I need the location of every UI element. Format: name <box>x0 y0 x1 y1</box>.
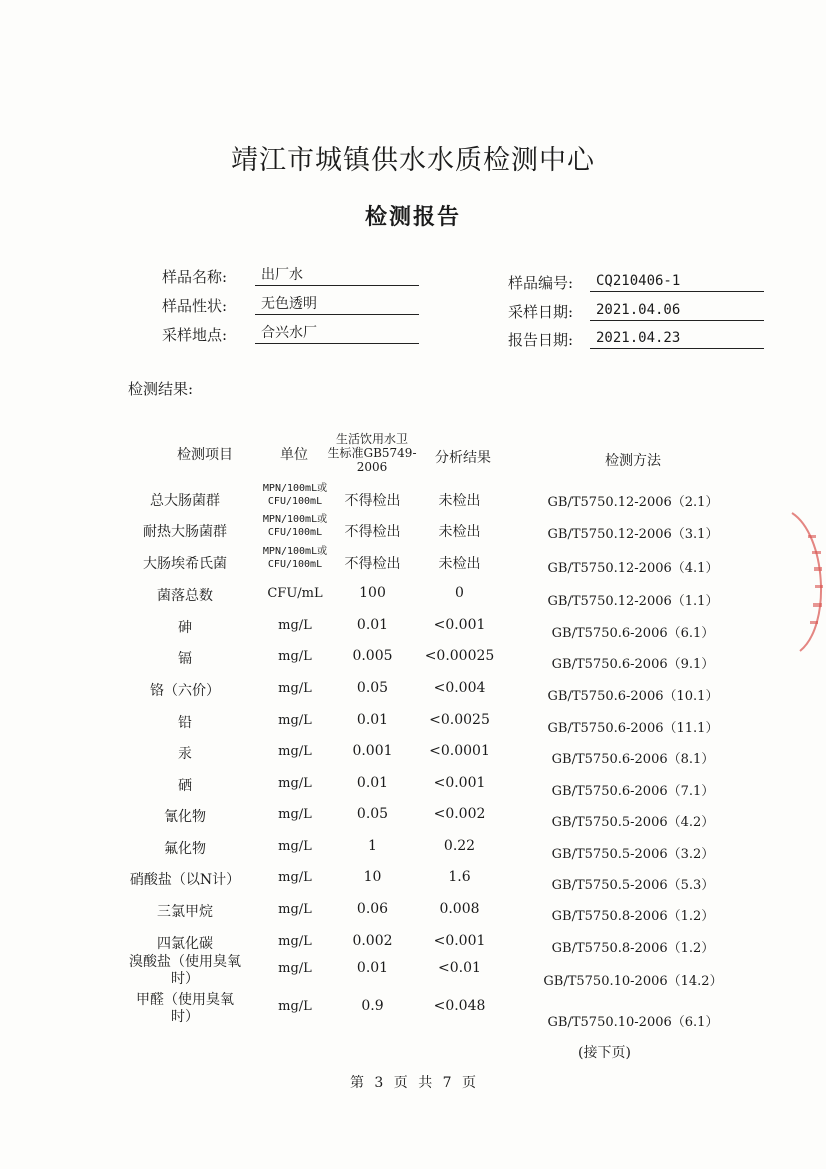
test-method: GB/T5750.5-2006（3.2） <box>551 847 715 862</box>
standard-limit: 0.01 <box>356 775 389 791</box>
sample-no-value: CQ210406-1 <box>590 271 764 292</box>
unit-line2: CFU/100mL <box>267 496 323 507</box>
item-name: 铬（六价） <box>150 683 220 699</box>
item-name: 氰化物 <box>164 809 206 825</box>
standard-limit: 0.001 <box>352 743 393 759</box>
header-result: 分析结果 <box>435 450 491 466</box>
sampling-date-value: 2021.04.06 <box>590 300 764 321</box>
test-method: GB/T5750.6-2006（10.1） <box>547 689 719 704</box>
standard-limit: 不得检出 <box>344 524 401 540</box>
analysis-result: <0.048 <box>433 998 486 1014</box>
sample-state-value: 无色透明 <box>255 294 419 315</box>
unit-line2: CFU/100mL <box>267 527 323 538</box>
test-method: GB/T5750.6-2006（11.1） <box>547 721 719 736</box>
item-name: 菌落总数 <box>157 588 213 604</box>
unit: mg/L <box>278 744 312 759</box>
test-method: GB/T5750.12-2006（4.1） <box>547 561 719 576</box>
unit: mg/L <box>278 807 312 822</box>
standard-limit: 不得检出 <box>344 556 401 572</box>
test-method: GB/T5750.5-2006（4.2） <box>551 815 715 830</box>
standard-limit: 1 <box>368 838 377 854</box>
standard-limit: 不得检出 <box>344 493 401 509</box>
sample-name-value: 出厂水 <box>255 265 419 286</box>
item-name-line2: 时） <box>171 1009 199 1025</box>
unit: mg/L <box>278 618 312 633</box>
standard-limit: 0.01 <box>356 960 389 976</box>
standard-limit: 100 <box>359 585 386 601</box>
page-footer: 第 3 页 共 7 页 <box>349 1075 477 1091</box>
test-method: GB/T5750.8-2006（1.2） <box>551 941 715 956</box>
report-date-label: 报告日期: <box>508 331 574 349</box>
sample-state-label: 样品性状: <box>162 297 228 315</box>
standard-limit: 0.002 <box>352 933 393 949</box>
report-title: 检测报告 <box>364 204 461 230</box>
sampling-site-label: 采样地点: <box>162 326 228 344</box>
test-method: GB/T5750.10-2006（14.2） <box>543 974 723 989</box>
test-method: GB/T5750.12-2006（2.1） <box>547 495 719 510</box>
analysis-result: 0.008 <box>439 901 480 917</box>
analysis-result: 未检出 <box>438 556 481 572</box>
unit: mg/L <box>278 713 312 728</box>
standard-limit: 0.01 <box>356 617 389 633</box>
test-method: GB/T5750.6-2006（7.1） <box>551 784 715 799</box>
standard-limit: 10 <box>363 869 382 885</box>
item-name-line1: 甲醛（使用臭氧 <box>136 992 234 1008</box>
analysis-result: 未检出 <box>438 493 481 509</box>
unit-line2: CFU/100mL <box>267 559 323 570</box>
item-name: 砷 <box>178 620 192 636</box>
analysis-result: 0.22 <box>443 838 476 854</box>
analysis-result: <0.004 <box>433 680 486 696</box>
standard-limit: 0.06 <box>356 901 389 917</box>
standard-limit: 0.05 <box>356 806 389 822</box>
header-unit: 单位 <box>280 447 308 463</box>
standard-limit: 0.01 <box>356 712 389 728</box>
item-name: 大肠埃希氏菌 <box>143 556 227 572</box>
standard-limit: 0.9 <box>361 998 384 1014</box>
test-method: GB/T5750.10-2006（6.1） <box>547 1015 719 1030</box>
sample-name-label: 样品名称: <box>162 268 228 286</box>
header-standard-line3: 2006 <box>356 460 388 474</box>
item-name: 硒 <box>178 778 192 794</box>
item-name: 耐热大肠菌群 <box>143 524 227 540</box>
unit: mg/L <box>278 870 312 885</box>
item-name: 三氯甲烷 <box>157 904 213 920</box>
unit: mg/L <box>278 649 312 664</box>
sample-no-label: 样品编号: <box>508 274 574 292</box>
results-label: 检测结果: <box>128 380 194 398</box>
unit: mg/L <box>278 934 312 949</box>
item-name: 硝酸盐（以N计） <box>129 872 241 888</box>
unit: CFU/mL <box>267 586 323 601</box>
analysis-result: <0.001 <box>433 775 486 791</box>
header-standard-line1: 生活饮用水卫 <box>335 432 408 446</box>
continued-note: (接下页) <box>578 1045 631 1061</box>
item-name: 总大肠菌群 <box>150 493 220 509</box>
sampling-date-label: 采样日期: <box>508 303 574 321</box>
analysis-result: 0 <box>455 585 464 601</box>
test-method: GB/T5750.5-2006（5.3） <box>551 878 715 893</box>
analysis-result: <0.00025 <box>424 648 495 664</box>
item-name: 铅 <box>178 715 192 731</box>
item-name: 镉 <box>178 651 192 667</box>
item-name-line2: 时） <box>171 971 199 987</box>
header-item: 检测项目 <box>177 447 233 463</box>
standard-limit: 0.005 <box>352 648 393 664</box>
analysis-result: <0.001 <box>433 617 486 633</box>
unit: mg/L <box>278 681 312 696</box>
test-method: GB/T5750.6-2006（8.1） <box>551 752 715 767</box>
header-standard-line2: 生标准GB5749- <box>327 446 417 460</box>
unit-line1: MPN/100mL或 <box>262 483 328 494</box>
item-name: 氟化物 <box>164 841 206 857</box>
test-method: GB/T5750.6-2006（6.1） <box>551 626 715 641</box>
analysis-result: <0.001 <box>433 933 486 949</box>
analysis-result: 1.6 <box>448 869 471 885</box>
header-method: 检测方法 <box>605 453 661 469</box>
unit: mg/L <box>278 839 312 854</box>
item-name: 汞 <box>178 746 192 762</box>
analysis-result: <0.01 <box>438 960 481 976</box>
test-method: GB/T5750.6-2006（9.1） <box>551 657 715 672</box>
analysis-result: <0.002 <box>433 806 486 822</box>
unit-line1: MPN/100mL或 <box>262 514 328 525</box>
organization-title: 靖江市城镇供水水质检测中心 <box>231 145 595 176</box>
unit: mg/L <box>278 999 312 1014</box>
report-date-value: 2021.04.23 <box>590 328 764 349</box>
unit-line1: MPN/100mL或 <box>262 546 328 557</box>
unit: mg/L <box>278 902 312 917</box>
official-seal-fragment <box>786 505 826 655</box>
analysis-result: <0.0001 <box>429 743 490 759</box>
unit: mg/L <box>278 776 312 791</box>
header-standard <box>322 432 422 474</box>
analysis-result: <0.0025 <box>429 712 490 728</box>
unit: mg/L <box>278 961 312 976</box>
test-method: GB/T5750.12-2006（1.1） <box>547 594 719 609</box>
test-method: GB/T5750.12-2006（3.1） <box>547 527 719 542</box>
sampling-site-value: 合兴水厂 <box>255 323 419 344</box>
item-name-line1: 溴酸盐（使用臭氧 <box>129 954 241 970</box>
standard-limit: 0.05 <box>356 680 389 696</box>
analysis-result: 未检出 <box>438 524 481 540</box>
test-method: GB/T5750.8-2006（1.2） <box>551 909 715 924</box>
item-name: 四氯化碳 <box>157 936 213 952</box>
